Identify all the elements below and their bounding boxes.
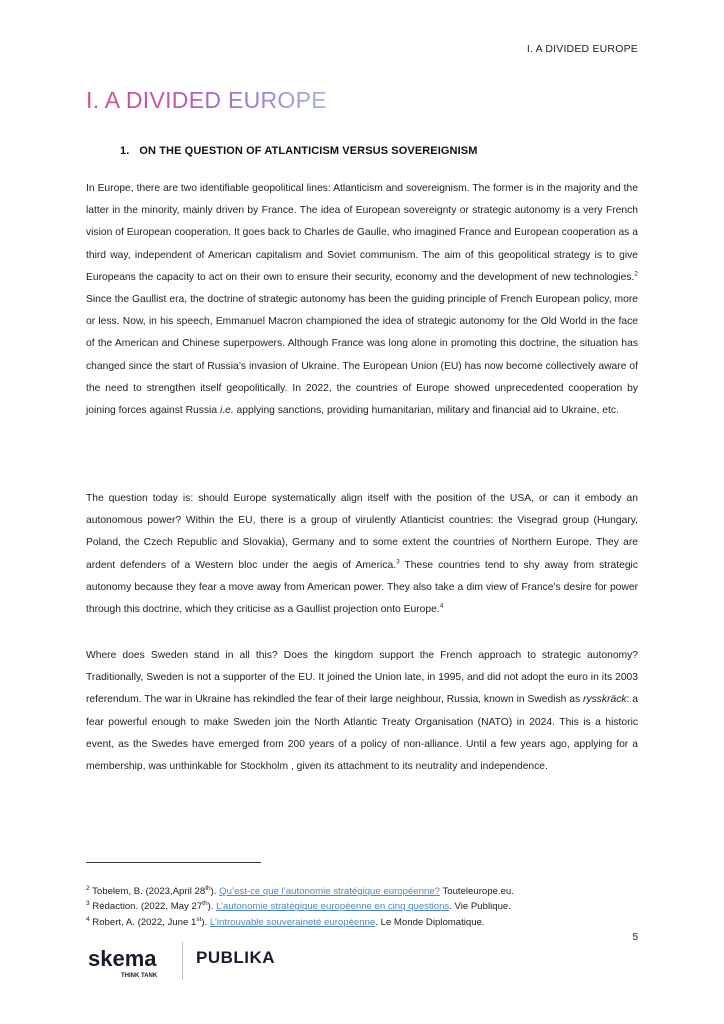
- paragraph-2: [86, 488, 638, 621]
- skema-wordmark: skema: [88, 946, 157, 971]
- footnote-number: 3: [86, 900, 90, 908]
- footnote-4: [86, 915, 646, 930]
- paragraph-1: [86, 178, 638, 422]
- footnote-2: [86, 884, 646, 899]
- footnote-source: . Le Monde Diplomatique.: [375, 916, 485, 928]
- footnote-ordinal: th: [205, 884, 211, 892]
- skema-tagline: THINK TANK: [121, 973, 158, 979]
- p3-text-b: : a fear powerful enough to make Sweden join the North Atlantic Treaty Organisation (NATO) in 2024. This is a historic event, as the Swedes have emerged from 200 years of a policy of non-alliance. Until a few years ago, applying for a membership, was unthinkable for Stockholm , given its attachment to its neutrality and independence.: [86, 694, 639, 773]
- subheading-number: 1.: [120, 145, 130, 157]
- subheading-text: ON THE QUESTION OF ATLANTICISM VERSUS SOVEREIGNISM: [139, 145, 478, 157]
- footnote-text: ).: [210, 886, 220, 897]
- footnote-divider: [86, 862, 261, 863]
- footnote-number: 2: [86, 884, 90, 892]
- footnotes: [86, 884, 646, 930]
- running-header: I. A DIVIDED EUROPE: [526, 43, 638, 55]
- footnote-link[interactable]: L’introuvable souveraineté européenne: [209, 916, 376, 928]
- footnote-source: Touteleurope.eu.: [439, 886, 514, 897]
- footnote-ordinal: th: [202, 900, 208, 908]
- footer-logos: [86, 940, 346, 984]
- footnote-source: . Vie Publique.: [449, 901, 511, 913]
- p3-term: rysskräck: [583, 694, 627, 706]
- footnote-text: Tobelem, B. (2023,April 28: [92, 886, 206, 897]
- paragraph-3: [86, 645, 638, 778]
- logo-divider: [182, 942, 183, 980]
- p1-text-a: In Europe, there are two identifiable geopolitical lines: Atlanticism and sovereignism. The former is in the majority and the latter in the minority, mainly driven by France. The idea of European sovereignty or strategic autonomy is a very French vision of European cooperation. It goes back to Charles de Gaulle, who imagined France and European cooperation as a third way, independent of American capitalism and Soviet communism. The aim of this geopolitical strategy is to give Europeans the capacity to act on their own to ensure their security, economy and the development of new technologies.: [86, 183, 638, 283]
- footnote-number: 4: [86, 915, 90, 923]
- footnote-text: Rédaction. (2022, May 27: [92, 901, 203, 913]
- footnote-text: ).: [201, 916, 210, 928]
- footnote-ref-3[interactable]: 3: [396, 558, 400, 566]
- footnote-text: Robert, A. (2022, June 1: [92, 916, 197, 928]
- p1-text-b: Since the Gaullist era, the doctrine of strategic autonomy has been the guiding principle of French European policy, more or less. Now, in his speech, Emmanuel Macron championed the idea of strategic autonomy for the Old World in the face of the American and Chinese superpowers. Although France was long alone in promoting this doctrine, the situation has changed since the start of Russia’s invasion of Ukraine. The European Union (EU) has now become collectively aware of the need to strengthen itself geopolitically. In 2022, the countries of Europe showed unprecedented cooperation by joining forces against Russia: [86, 294, 638, 417]
- subheading: [120, 145, 477, 157]
- footnote-link[interactable]: Qu’est-ce que l’autonomie stratégique européenne?: [219, 886, 440, 897]
- footnote-3: [86, 899, 646, 914]
- footnote-text: ).: [207, 901, 217, 913]
- footnote-link[interactable]: L’autonomie stratégique européenne en cinq questions: [216, 901, 450, 913]
- page-number: 5: [632, 932, 638, 943]
- skema-logo: [88, 944, 176, 980]
- p1-text-c: applying sanctions, providing humanitarian, military and financial aid to Ukraine, etc.: [233, 405, 619, 417]
- footnote-ref-4[interactable]: 4: [439, 602, 444, 610]
- footnote-ref-2[interactable]: 2: [634, 270, 638, 278]
- publika-logo: PUBLIKA: [196, 948, 276, 967]
- footnote-ordinal: st: [196, 915, 202, 923]
- p2-text-a: The question today is: should Europe systematically align itself with the position of the USA, or can it embody an autonomous power? Within the EU, there is a group of virulently Atlanticist countries: the Visegrad group (Hungary, Poland, the Czech Republic and Slovakia), Germany and to some extent the countries of Northern Europe. They are ardent defenders of a Western bloc under the aegis of America.: [86, 493, 638, 571]
- p2-text-b: These countries tend to shy away from strategic autonomy because they fear a move away from American power. They also take a dim view of France's desire for power through this doctrine, which they criticise as a Gaullist projection onto Europe.: [86, 559, 638, 616]
- p1-ie: i.e.: [219, 405, 234, 417]
- p3-text-a: Where does Sweden stand in all this? Does the kingdom support the French approach to strategic autonomy? Traditionally, Sweden is not a supporter of the EU. It joined the Union late, in 1995, and did not adopt the euro in its 2003 referendum. The war in Ukraine has rekindled the fear of their large neighbour, Russia, known in Swedish as: [86, 650, 638, 706]
- section-title: I. A DIVIDED EUROPE: [86, 87, 327, 113]
